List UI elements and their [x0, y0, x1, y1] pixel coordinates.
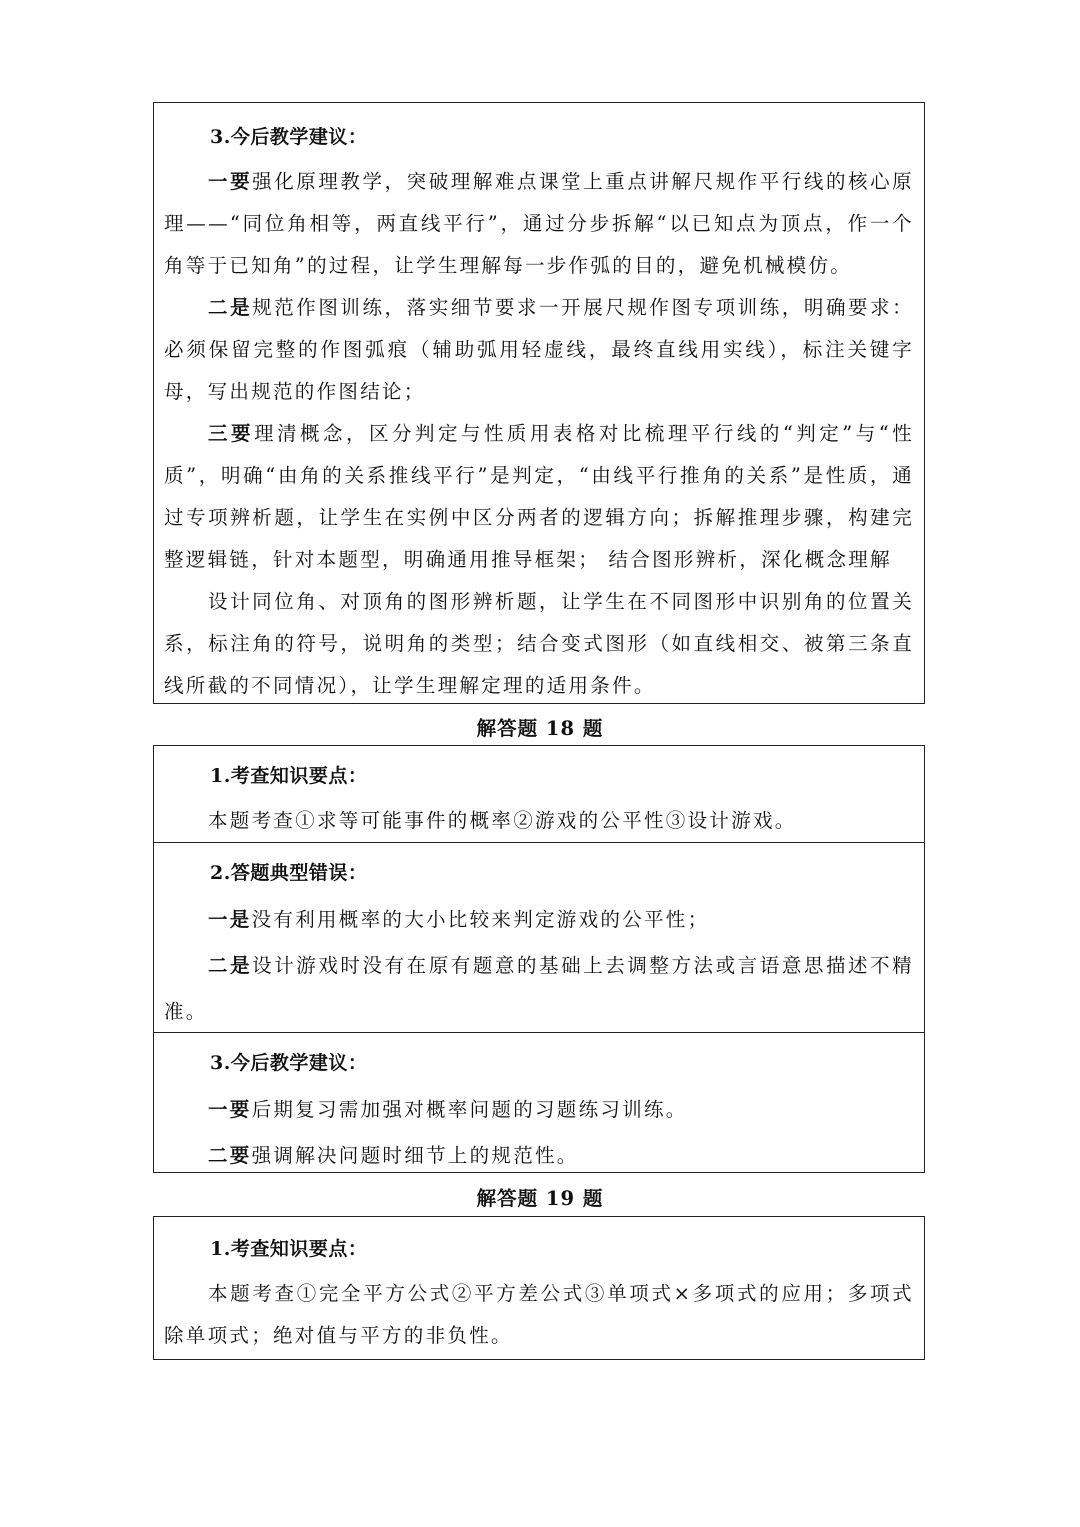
error-paragraph-1	[164, 897, 914, 943]
suggest-1-lead: 一要	[208, 1098, 252, 1121]
error-paragraph-2	[164, 943, 914, 1035]
knowledge-text-18: 本题考查①求等可能事件的概率②游戏的公平性③设计游戏。	[208, 809, 797, 832]
suggest-2-lead: 二要	[208, 1144, 252, 1167]
errors-cell-18	[154, 842, 924, 1032]
suggestions-heading: 3.今后教学建议：	[210, 126, 368, 148]
suggest-2-text: 强调解决问题时细节上的规范性。	[251, 1144, 579, 1167]
errors-heading-18: 2.答题典型错误：	[210, 862, 368, 884]
suggestion-1-lead: 一要	[208, 170, 253, 193]
section-18-title: 解答题 18 题	[476, 717, 604, 740]
suggestions-heading-18: 3.今后教学建议：	[210, 1052, 368, 1074]
suggestion-2-lead: 二是	[208, 296, 253, 319]
suggestions-cell	[154, 103, 924, 707]
suggestions-cell-18	[154, 1032, 924, 1179]
error-1-text: 没有利用概率的大小比较来判定游戏的公平性；	[251, 908, 710, 931]
suggestion-1-text: 强化原理教学，突破理解难点课堂上重点讲解尺规作平行线的核心原理——“同位角相等，两直线平行”，通过分步拆解“以已知点为顶点，作一个角等于已知角”的过程，让学生理解每一步作弧的目的，避免机械模仿。	[164, 170, 914, 277]
suggestion-paragraph-1	[164, 161, 914, 287]
suggestion-3-lead: 三要	[208, 422, 254, 445]
knowledge-cell-18	[154, 746, 924, 842]
knowledge-cell-19	[154, 1217, 924, 1357]
suggestion-paragraph-2	[164, 287, 914, 413]
suggestion-paragraph-4: 设计同位角、对顶角的图形辨析题，让学生在不同图形中识别角的位置关系，标注角的符号，说明角的类型；结合变式图形（如直线相交、被第三条直线所截的不同情况），让学生理解定理的适用条件。	[164, 590, 914, 697]
knowledge-text-19: 本题考查①完全平方公式②平方差公式③单项式×多项式的应用；多项式除单项式；绝对值与平方的非负性。	[164, 1282, 914, 1347]
knowledge-heading-18: 1.考查知识要点：	[210, 765, 368, 787]
error-2-lead: 二是	[208, 954, 253, 977]
suggest-paragraph-2	[164, 1133, 914, 1179]
knowledge-heading-19: 1.考查知识要点：	[210, 1238, 368, 1260]
suggestion-2-text: 规范作图训练，落实细节要求一开展尺规作图专项训练，明确要求：必须保留完整的作图弧痕（辅助弧用轻虚线，最终直线用实线），标注关键字母，写出规范的作图结论；	[164, 296, 914, 403]
suggestion-3-text: 理清概念，区分判定与性质用表格对比梳理平行线的“判定”与“性质”，明确“由角的关系推线平行”是判定，“由线平行推角的关系”是性质，通过专项辨析题，让学生在实例中区分两者的逻辑方向；拆解推理步骤，构建完整逻辑链，针对本题型，明确通用推导框架； 结合图形辨析，深化概念理解	[164, 422, 914, 571]
error-2-text: 设计游戏时没有在原有题意的基础上去调整方法或言语意思描述不精准。	[164, 954, 914, 1023]
suggestion-paragraph-3	[164, 413, 914, 581]
section-19-title: 解答题 19 题	[476, 1187, 604, 1210]
suggestions-table-17	[153, 102, 925, 704]
analysis-table-18	[153, 745, 925, 1173]
error-1-lead: 一是	[208, 908, 252, 931]
suggest-1-text: 后期复习需加强对概率问题的习题练习训练。	[251, 1098, 688, 1121]
analysis-table-19	[153, 1216, 925, 1360]
suggest-paragraph-1	[164, 1087, 914, 1133]
